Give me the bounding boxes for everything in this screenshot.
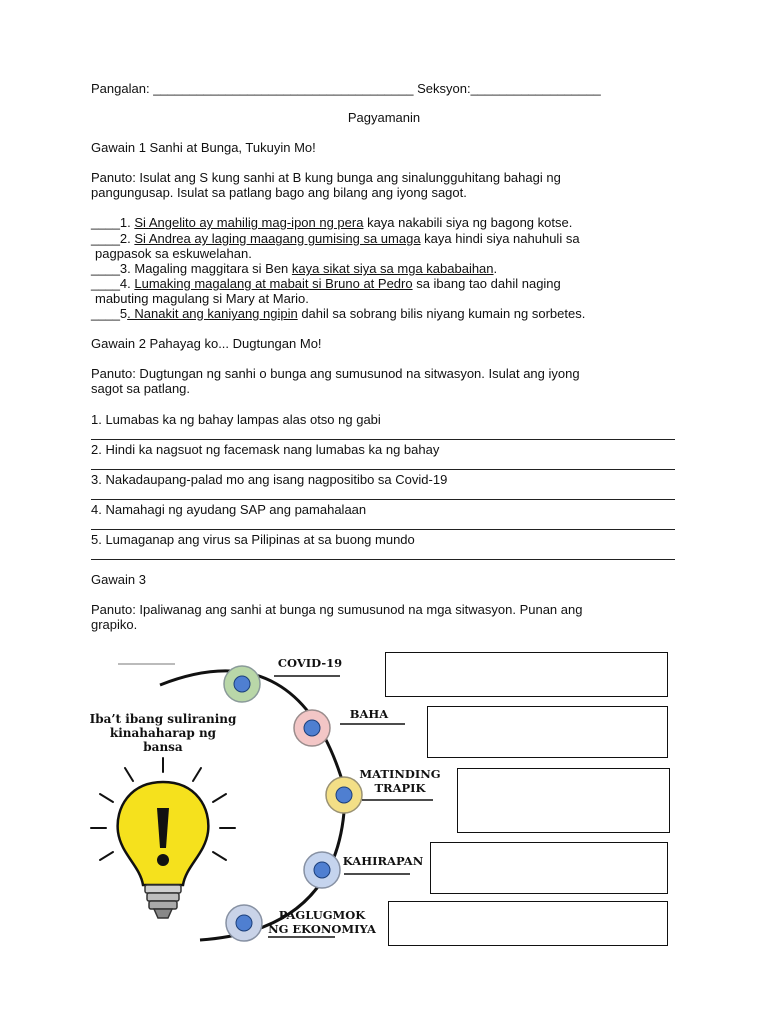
answer-box-kahirapan[interactable] xyxy=(430,842,668,894)
answer-box-covid[interactable] xyxy=(385,652,668,697)
g1-item-5-pre[interactable]: ____5 xyxy=(91,306,128,321)
node-covid-dot xyxy=(234,676,250,692)
g1-item-1-pre[interactable]: ____1. xyxy=(91,215,135,230)
g3-instruction-1: Panuto: Ipaliwanag ang sanhi at bunga ng sumusunod na mga sitwasyon. Punan ang xyxy=(91,602,583,617)
g1-item-3-pre[interactable]: ____3. Magaling maggitara si Ben xyxy=(91,261,292,276)
label-baha: BAHA xyxy=(349,707,389,721)
label-covid: COVID-19 xyxy=(277,656,343,670)
g1-item-1 xyxy=(91,215,572,230)
label-ekonomiya-line-2: NG EKONOMIYA xyxy=(268,922,376,936)
g1-item-3-underlined: kaya sikat siya sa mga kababaihan xyxy=(291,261,494,276)
g2-item-4: 4. Namahagi ng ayudang SAP ang pamahalaan xyxy=(91,502,367,517)
organizer-title xyxy=(82,712,244,754)
g2-item-3: 3. Nakadaupang-palad mo ang isang nagpositibo sa Covid-19 xyxy=(91,472,448,487)
organizer-title-line-2: kinahaharap ng xyxy=(109,726,217,740)
node-kahirapan xyxy=(304,852,340,888)
g1-item-2-cont: pagpasok sa eskuwelahan. xyxy=(95,246,252,261)
node-kahirapan-dot xyxy=(314,862,330,878)
g2-answer-line-3[interactable] xyxy=(91,499,675,500)
label-trapik-line-2: TRAPIK xyxy=(374,781,426,795)
g1-instruction-1: Panuto: Isulat ang S kung sanhi at B kung bunga ang sinalungguhitang bahagi ng xyxy=(91,170,561,185)
organizer-title-line-3: bansa xyxy=(143,740,183,754)
g1-item-4-underlined: Lumaking magalang at mabait si Bruno at Pedro xyxy=(134,276,413,291)
page-title: Pagyamanin xyxy=(347,110,421,125)
g2-item-1: 1. Lumabas ka ng bahay lampas alas otso ng gabi xyxy=(91,412,381,427)
node-covid xyxy=(224,666,260,702)
label-trapik xyxy=(355,767,445,795)
g2-instruction-1: Panuto: Dugtungan ng sanhi o bunga ang sumusunod na sitwasyon. Isulat ang iyong xyxy=(91,366,580,381)
label-ekonomiya-line-1: PAGLUGMOK xyxy=(278,908,366,922)
g1-item-4-post: sa ibang tao dahil naging xyxy=(412,276,561,291)
answer-box-trapik[interactable] xyxy=(457,768,670,833)
g2-item-5: 5. Lumaganap ang virus sa Pilipinas at sa buong mundo xyxy=(91,532,415,547)
g2-instruction-2: sagot sa patlang. xyxy=(91,381,191,396)
label-kahirapan: KAHIRAPAN xyxy=(342,854,424,868)
g3-heading: Gawain 3 xyxy=(91,572,146,587)
node-baha xyxy=(294,710,330,746)
answer-box-baha[interactable] xyxy=(427,706,668,758)
g1-item-3-post: . xyxy=(493,261,498,276)
node-ekonomiya-dot xyxy=(236,915,252,931)
g1-item-2-post: kaya hindi siya nahuhuli sa xyxy=(420,231,580,246)
g1-item-2-pre[interactable]: ____2. xyxy=(91,231,135,246)
g1-item-3 xyxy=(91,261,497,276)
g3-instruction-2: grapiko. xyxy=(91,617,138,632)
graphic-organizer xyxy=(0,640,768,965)
label-trapik-line-1: MATINDING xyxy=(359,767,441,781)
g1-item-5-post: dahil sa sobrang bilis niyang kumain ng sorbetes. xyxy=(297,306,586,321)
g2-item-2: 2. Hindi ka nagsuot ng facemask nang lumabas ka ng bahay xyxy=(91,442,440,457)
node-baha-dot xyxy=(304,720,320,736)
g1-item-1-post: kaya nakabili siya ng bagong kotse. xyxy=(363,215,573,230)
name-label: Pangalan: xyxy=(91,81,150,96)
organizer-title-line-1: Iba’t ibang suliraning xyxy=(89,712,237,726)
lightbulb-icon xyxy=(91,758,235,918)
answer-box-ekonomiya[interactable] xyxy=(388,901,668,946)
name-blank[interactable]: ____________________________________ xyxy=(153,81,414,96)
label-ekonomiya xyxy=(262,908,382,936)
g1-item-4-cont: mabuting magulang si Mary at Mario. xyxy=(95,291,309,306)
section-label: Seksyon: xyxy=(417,81,471,96)
g2-answer-line-5[interactable] xyxy=(91,559,675,560)
g1-item-4 xyxy=(91,276,561,291)
node-ekonomiya xyxy=(226,905,262,941)
node-trapik-dot xyxy=(336,787,352,803)
g1-instruction-2: pangungusap. Isulat sa patlang bago ang bilang ang iyong sagot. xyxy=(91,185,467,200)
g1-item-4-pre[interactable]: ____4. xyxy=(91,276,135,291)
g2-answer-line-1[interactable] xyxy=(91,439,675,440)
name-line[interactable] xyxy=(91,81,601,96)
g2-answer-line-2[interactable] xyxy=(91,469,675,470)
g1-item-5 xyxy=(91,306,585,321)
g1-item-2 xyxy=(91,231,580,246)
g2-heading: Gawain 2 Pahayag ko... Dugtungan Mo! xyxy=(91,336,322,351)
g1-item-2-underlined: Si Andrea ay laging maagang gumising sa umaga xyxy=(134,231,421,246)
g1-item-5-underlined: . Nanakit ang kaniyang ngipin xyxy=(127,306,298,321)
g1-item-1-underlined: Si Angelito ay mahilig mag-ipon ng pera xyxy=(134,215,364,230)
section-blank[interactable]: __________________ xyxy=(470,81,601,96)
g2-answer-line-4[interactable] xyxy=(91,529,675,530)
g1-heading: Gawain 1 Sanhi at Bunga, Tukuyin Mo! xyxy=(91,140,316,155)
